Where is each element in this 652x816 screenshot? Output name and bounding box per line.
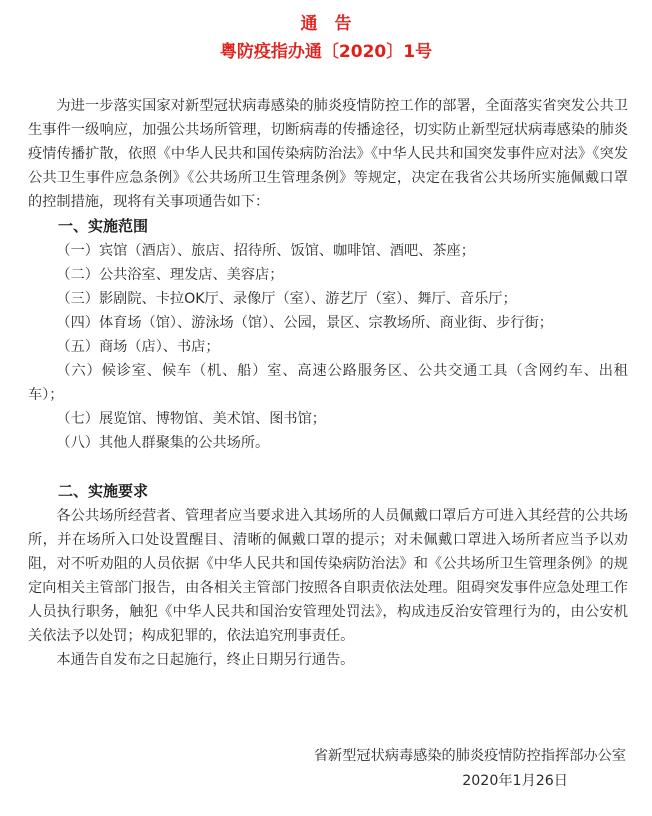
issue-date: 2020年1月26日 <box>462 773 568 789</box>
section-spacer <box>28 455 628 479</box>
intro-paragraph: 为进一步落实国家对新型冠状病毒感染的肺炎疫情防控工作的部署，全面落实省突发公共卫生事件一级响应，加强公共场所管理，切断病毒的传播途径，切实防止新型冠状病毒感染的肺炎疫情传播扩散，依照《中华人民共和国传染病防治法》《中华人民共和国突发事件应对法》《突发公共卫生事件应急条例》《公共场所卫生管理条例》等规定，决定在我省公共场所实施佩戴口罩的控制措施，现将有关事项通告如下： <box>28 98 628 211</box>
requirements-paragraph: 各公共场所经营者、管理者应当要求进入其场所的人员佩戴口罩后方可进入其经营的公共场所，并在场所入口处设置醒目、清晰的佩戴口罩的提示；对未佩戴口罩进入场所者应当予以劝阻，对不听劝阻的人员依据《中华人民共和国传染病防治法》和《公共场所卫生管理条例》的规定向相关主管部门报告，由各相关主管部门按照各自职责依法处理。阻碍突发事件应急处理工作人员执行职务，触犯《中华人民共和国治安管理处罚法》，构成违反治安管理行为的，由公安机关依法予以处罚；构成犯罪的，依法追究刑事责任。 <box>28 507 628 644</box>
scope-item: （七）展览馆、博物馆、美术馆、图书馆； <box>56 411 326 428</box>
signature-block <box>314 744 626 794</box>
scope-item: （三）影剧院、卡拉OK厅、录像厅（室）、游艺厅（室）、舞厅、音乐厅； <box>56 290 517 307</box>
notice-body <box>28 94 628 672</box>
issuer-name: 省新型冠状病毒感染的肺炎疫情防控指挥部办公室 <box>313 748 626 764</box>
notice-number: 粤防疫指办通〔2020〕1号 <box>219 42 433 62</box>
closing-paragraph: 本通告自发布之日起施行，终止日期另行通告。 <box>56 652 355 669</box>
scope-item: （六）候诊室、候车（机、船）室、高速公路服务区、公共交通工具（含网约车、出租车）； <box>28 363 628 404</box>
section-heading-requirements: 二、实施要求 <box>58 482 149 501</box>
scope-item: （一）宾馆（酒店）、旅店、招待所、饭馆、咖啡馆、酒吧、茶座； <box>56 242 475 259</box>
scope-item: （八）其他人群聚集的公共场所。 <box>56 435 270 452</box>
scope-item: （五）商场（店）、书店； <box>56 338 220 355</box>
section-heading-scope: 一、实施范围 <box>58 217 149 236</box>
notice-title: 通 告 <box>300 14 352 34</box>
scope-item: （二）公共浴室、理发店、美容店； <box>56 266 284 283</box>
scope-item: （四）体育场（馆）、游泳场（馆）、公园，景区、宗教场所、商业街、步行街； <box>56 314 553 331</box>
